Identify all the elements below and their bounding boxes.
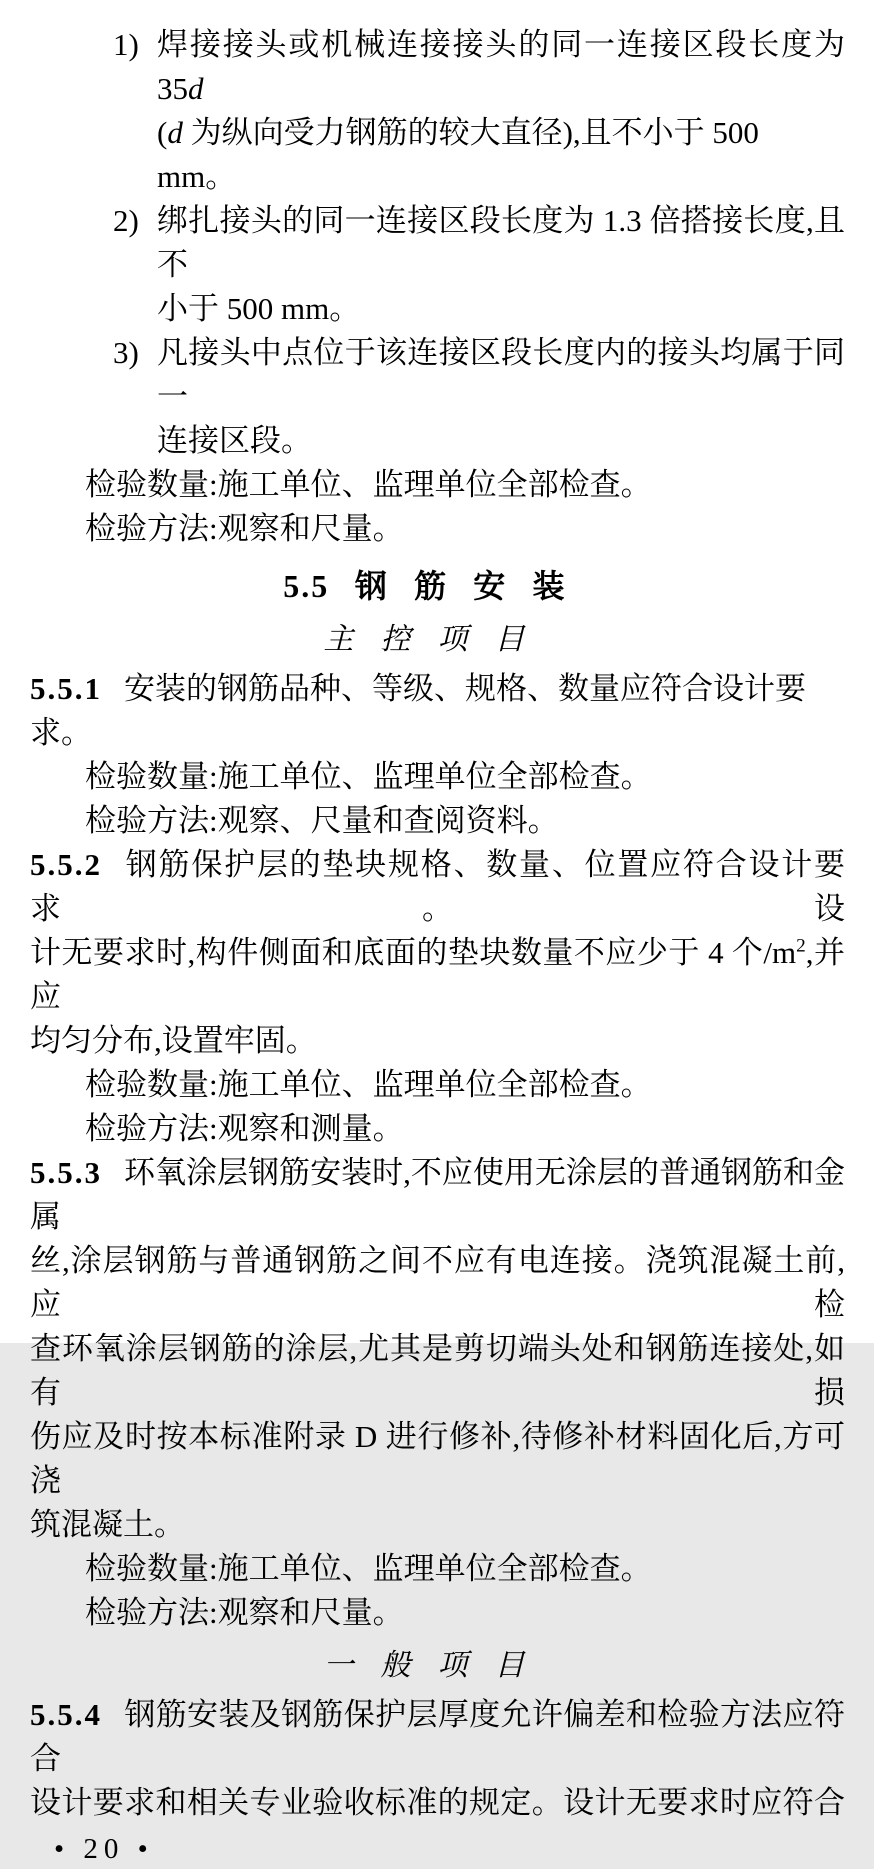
text-segment: 检验数量:施工单位、监理单位全部检查。 (85, 759, 652, 794)
text-segment: 查环氧涂层钢筋的涂层,尤其是剪切端头处和钢筋连接处,如有损 (30, 1331, 845, 1410)
text-segment: 环氧涂层钢筋安装时,不应使用无涂层的普通钢筋和金属 (30, 1155, 845, 1234)
text-segment: 伤应及时按本标准附录 D 进行修补,待修补材料固化后,方可浇 (30, 1419, 845, 1498)
paragraph-line (30, 1019, 845, 1063)
paragraph-line (30, 755, 845, 799)
text-segment: 检验方法:观察和尺量。 (85, 1595, 404, 1630)
list-number: 3) (113, 335, 139, 370)
clause-number: 5.5.4 (30, 1697, 102, 1732)
paragraph-line (30, 463, 845, 507)
subsection-heading: 主控项目 (323, 623, 552, 656)
text-segment: 检验方法:观察和尺量。 (85, 511, 404, 546)
page-number: • 20 • (54, 1833, 154, 1865)
list-number: 1) (113, 27, 139, 62)
paragraph-line (30, 1063, 845, 1107)
paragraph-line (30, 1591, 845, 1635)
list-continuation-line (30, 287, 845, 331)
document-content (30, 23, 845, 1825)
paragraph-line (30, 1327, 845, 1415)
list-item-line (30, 23, 845, 111)
text-segment: 为纵向受力钢筋的较大直径),且不小于 500 mm。 (157, 115, 759, 194)
text-segment: ,并应 (30, 935, 845, 1014)
text-segment: 丝,涂层钢筋与普通钢筋之间不应有电连接。浇筑混凝土前,应检 (30, 1243, 845, 1322)
text-segment: 钢筋保护层的垫块规格、数量、位置应符合设计要求。设 (30, 847, 845, 926)
list-continuation-line (30, 419, 845, 463)
paragraph-line (30, 1415, 845, 1503)
paragraph-line (30, 1107, 845, 1151)
clause-number: 5.5.1 (30, 671, 102, 706)
subsection-heading: 一般项目 (323, 1649, 552, 1682)
text-segment: 焊接接头或机械连接接头的同一连接区段长度为 35 (157, 27, 845, 106)
paragraph-line (30, 799, 845, 843)
clause-number: 5.5.3 (30, 1155, 102, 1190)
paragraph-line (30, 931, 845, 1019)
italic-variable: d (167, 115, 183, 150)
section-heading (30, 563, 845, 609)
paragraph-line (30, 1547, 845, 1591)
italic-variable: d (188, 71, 204, 106)
text-segment: 检验方法:观察、尺量和查阅资料。 (85, 803, 559, 838)
clause-line (30, 843, 845, 931)
list-item-line (30, 199, 845, 287)
text-segment: ( (157, 115, 168, 150)
text-segment: 绑扎接头的同一连接区段长度为 1.3 倍搭接长度,且不 (157, 203, 845, 282)
clause-line (30, 1693, 845, 1781)
paragraph-line (30, 1781, 845, 1825)
paragraph-line (30, 1503, 845, 1547)
text-segment: 安装的钢筋品种、等级、规格、数量应符合设计要求。 (30, 671, 806, 750)
clause-line (30, 1151, 845, 1239)
text-segment: 钢筋安装及钢筋保护层厚度允许偏差和检验方法应符合 (30, 1697, 845, 1776)
text-segment: 小于 500 mm。 (157, 291, 361, 326)
text-segment: 均匀分布,设置牢固。 (30, 1023, 317, 1058)
paragraph-line (30, 507, 845, 551)
text-segment: 计无要求时,构件侧面和底面的垫块数量不应少于 4 个/m (30, 935, 797, 970)
superscript: 2 (796, 935, 806, 957)
clause-line (30, 667, 845, 755)
text-segment: 检验方法:观察和测量。 (85, 1111, 404, 1146)
text-segment: 检验数量:施工单位、监理单位全部检查。 (85, 1551, 652, 1586)
section-number: 5.5 (283, 568, 330, 604)
clause-number: 5.5.2 (30, 847, 102, 882)
section-title: 钢筋安装 (354, 568, 592, 604)
paragraph-line (30, 1239, 845, 1327)
text-segment: 筑混凝土。 (30, 1507, 185, 1542)
text-segment: 检验数量:施工单位、监理单位全部检查。 (85, 467, 652, 502)
text-segment: 连接区段。 (157, 423, 312, 458)
list-number: 2) (113, 203, 139, 238)
text-segment: 检验数量:施工单位、监理单位全部检查。 (85, 1067, 652, 1102)
list-item-line (30, 331, 845, 419)
text-segment: 凡接头中点位于该连接区段长度内的接头均属于同一 (157, 335, 845, 414)
list-continuation-line (30, 111, 845, 199)
text-segment: 设计要求和相关专业验收标准的规定。设计无要求时应符合 (30, 1785, 845, 1820)
